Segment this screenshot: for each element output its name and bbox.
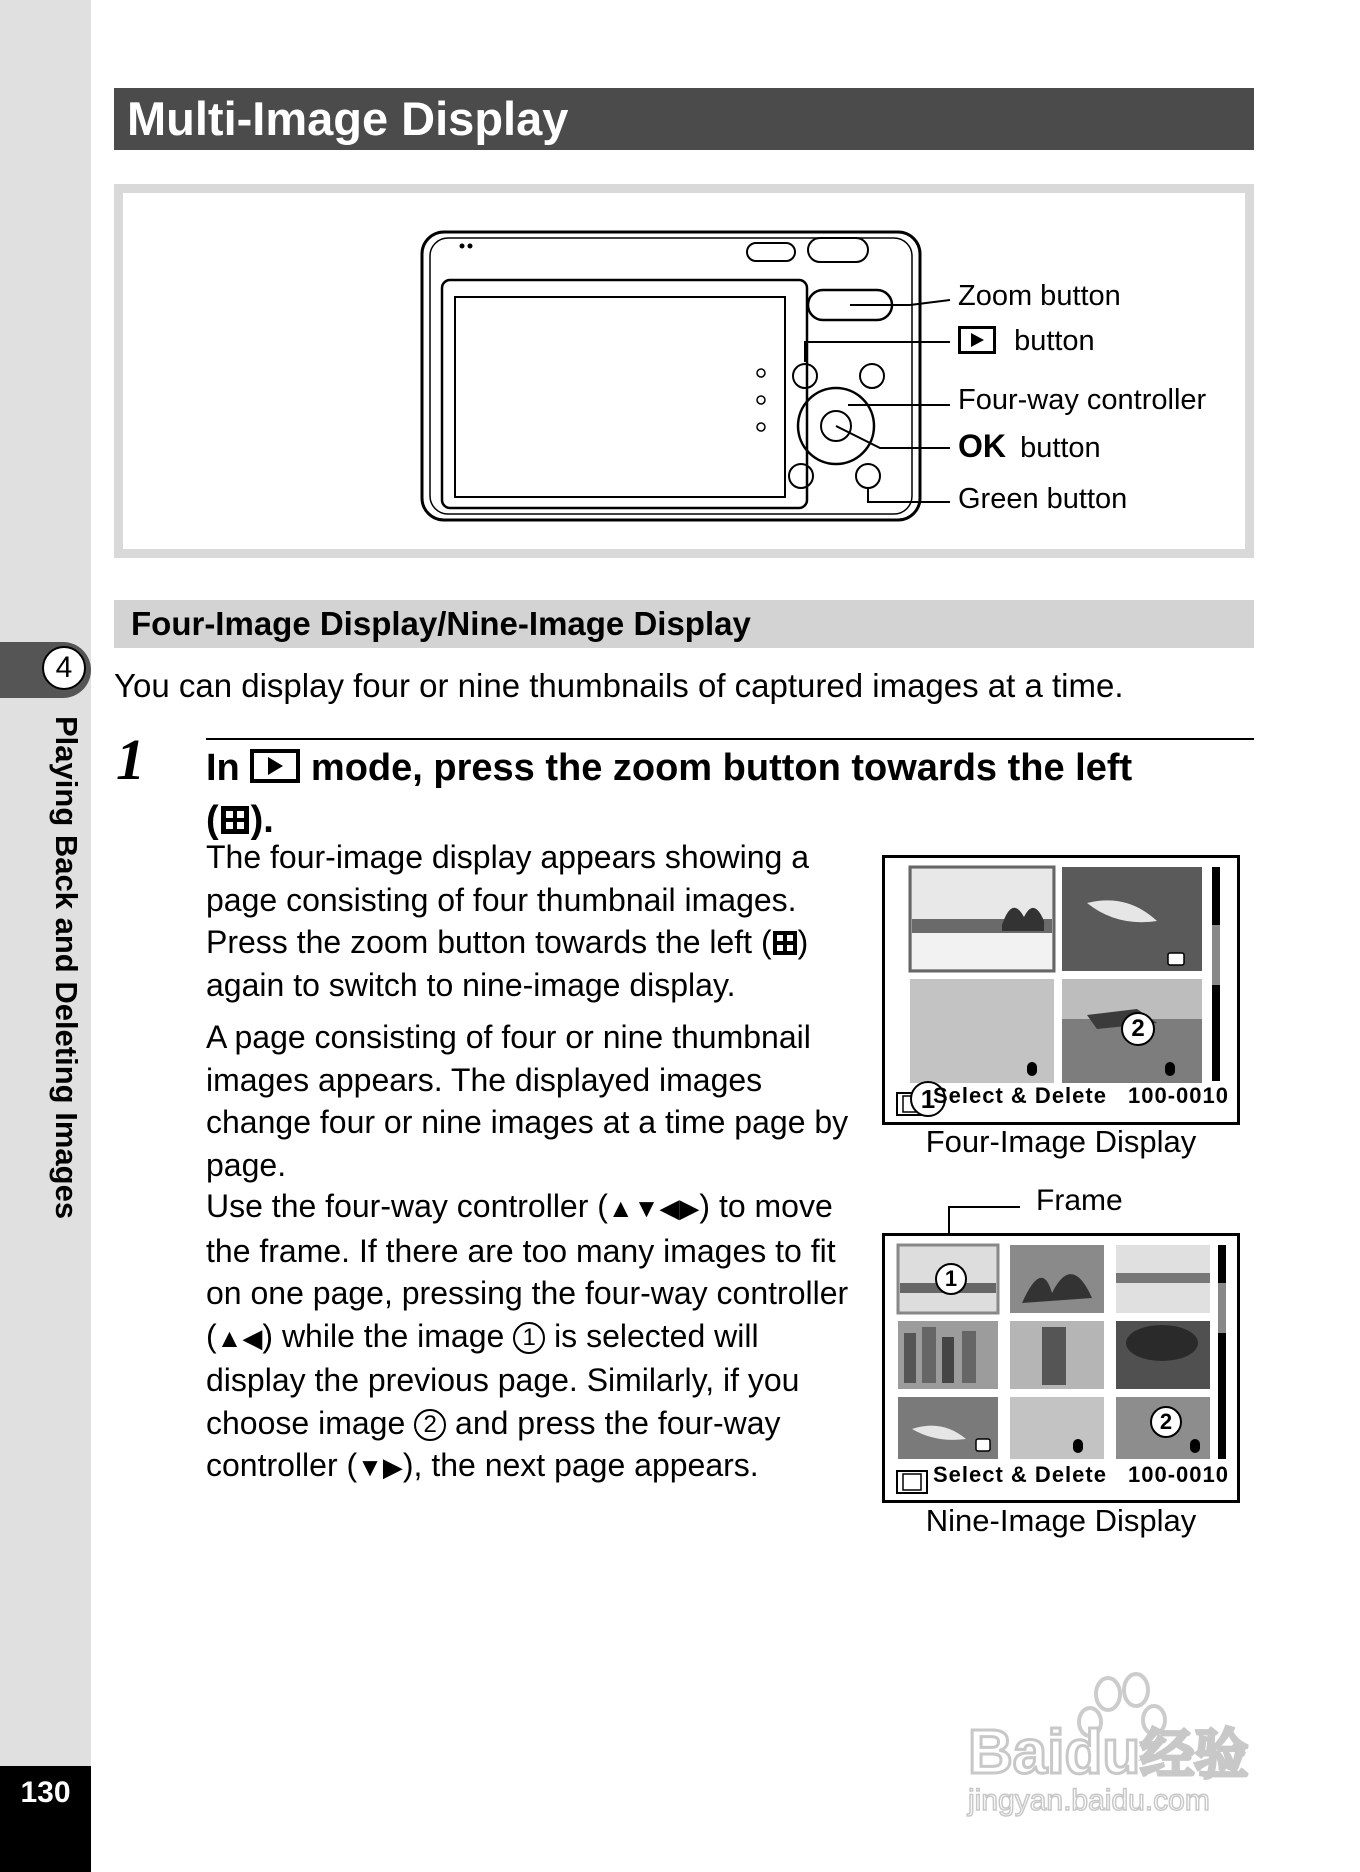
thumbnail-beach — [910, 867, 1054, 971]
step-number: 1 — [116, 727, 145, 792]
thumbnail-voice-memo — [910, 979, 1054, 1083]
four-marker-1: 1 — [910, 1081, 946, 1117]
frame-leader-h — [948, 1206, 1020, 1208]
nine-footer-action: Select & Delete — [933, 1462, 1107, 1487]
arrow-keys-icon: ▲▼◀▶ — [607, 1193, 700, 1223]
multi-image-icon — [219, 804, 251, 836]
chapter-title: Playing Back and Deleting Images — [49, 716, 84, 1220]
baidu-watermark — [968, 1672, 1288, 1822]
intro-text: You can display four or nine thumbnails of captured images at a time. — [114, 667, 1124, 704]
step-rule — [206, 738, 1254, 740]
ok-button-label: OK button — [958, 428, 1101, 464]
green-button-label: Green button — [958, 483, 1128, 515]
paragraph-3: Use the four-way controller (▲▼◀▶) to move the frame. If there are too many images to fit on one page, pressing the four-way controller (▲◀) while the image 1 is selected will display the previous page. Similarly, if you choose image 2 and press the four-way controller (▼▶), the next page appears. — [206, 1188, 849, 1483]
ok-icon: OK — [958, 428, 1006, 464]
image-marker-1: 1 — [513, 1322, 545, 1354]
watermark-url: jingyan.baidu.com — [968, 1784, 1210, 1817]
nine-marker-1: 1 — [935, 1263, 967, 1295]
watermark-cn: 经验 — [1140, 1725, 1249, 1785]
four-footer-action: Select & Delete — [933, 1083, 1107, 1108]
page-title: Multi-Image Display — [127, 92, 569, 145]
watermark-brand: Baidu — [968, 1718, 1141, 1787]
four-way-controller-label: Four-way controller — [958, 384, 1207, 416]
playback-icon — [250, 749, 300, 783]
four-image-caption: Four-Image Display — [925, 1124, 1197, 1159]
camera-back-illustration — [410, 220, 970, 530]
paragraph-1: The four-image display appears showing a page consisting of four thumbnail images. Press the zoom button towards the left ( ) again to switch to nine-image display. — [206, 839, 809, 1003]
nine-image-caption: Nine-Image Display — [925, 1503, 1197, 1538]
playback-icon — [958, 326, 996, 354]
four-marker-2: 2 — [1121, 1012, 1155, 1046]
image-marker-2: 2 — [414, 1409, 446, 1441]
arrow-keys-icon: ▼▶ — [357, 1452, 403, 1482]
chapter-number: 4 — [42, 646, 86, 690]
multi-image-icon — [772, 930, 798, 956]
section-subtitle: Four-Image Display/Nine-Image Display — [131, 605, 751, 642]
playback-button-label: button — [958, 325, 1095, 358]
four-file-number: 100-0010 — [1128, 1083, 1229, 1108]
nine-file-number: 100-0010 — [1128, 1462, 1229, 1487]
arrow-keys-icon: ▲◀ — [216, 1322, 263, 1353]
step-instruction: In mode, press the zoom button towards the left ( ). — [206, 747, 1133, 841]
page-number: 130 — [20, 1776, 71, 1809]
frame-label: Frame — [1036, 1184, 1123, 1217]
thumbnail-dolphin — [1062, 867, 1202, 971]
nine-marker-2: 2 — [1150, 1406, 1182, 1438]
zoom-button-label: Zoom button — [958, 280, 1121, 312]
paragraph-2: A page consisting of four or nine thumbnail images appears. The displayed images change four or nine images at a time page by page. — [206, 1019, 849, 1183]
